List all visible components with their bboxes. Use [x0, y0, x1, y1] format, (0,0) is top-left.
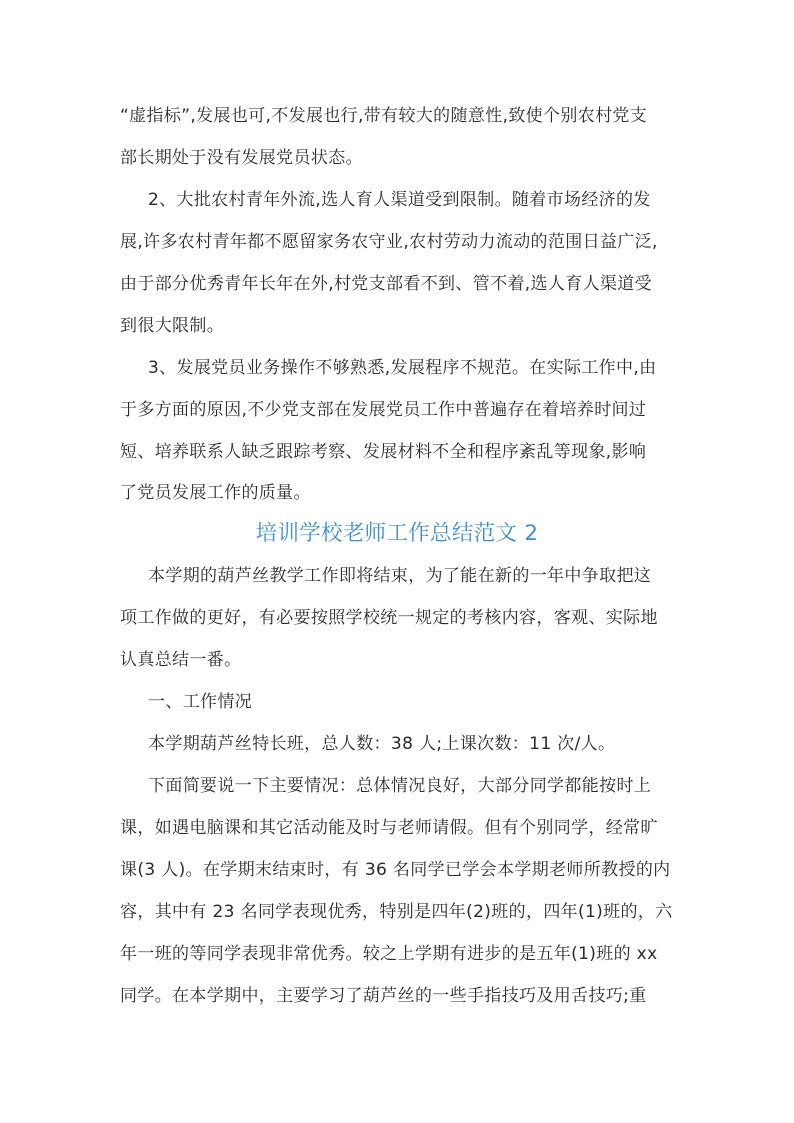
paragraph-line: 同学。在本学期中，主要学习了葫芦丝的一些手指技巧及用舌技巧;重	[120, 986, 647, 1006]
paragraph-line: 本学期葫芦丝特长班，总人数：38 人;上课次数：11 次/人。	[148, 734, 616, 754]
paragraph-line: 短、培养联系人缺乏跟踪考察、发展材料不全和程序紊乱等现象,影响	[120, 442, 647, 462]
paragraph-line: 由于部分优秀青年长年在外,村党支部看不到、管不着,选人育人渠道受	[120, 274, 653, 294]
paragraph-line: 部长期处于没有发展党员状态。	[120, 148, 363, 168]
paragraph-line: 了党员发展工作的质量。	[120, 483, 311, 503]
paragraph-line: 本学期的葫芦丝教学工作即将结束，为了能在新的一年中争取把这	[148, 566, 652, 586]
paragraph-line: 容，其中有 23 名同学表现优秀，特别是四年(2)班的，四年(1)班的，六	[120, 902, 673, 922]
paragraph-line: 项工作做的更好，有必要按照学校统一规定的考核内容，客观、实际地	[120, 608, 658, 628]
paragraph-line: 于多方面的原因,不少党支部在发展党员工作中普遍存在着培养时间过	[120, 400, 647, 420]
paragraph-line: 下面简要说一下主要情况：总体情况良好，大部分同学都能按时上	[148, 776, 652, 796]
paragraph-line: 年一班的等同学表现非常优秀。较之上学期有进步的是五年(1)班的 xx	[120, 944, 658, 964]
paragraph-line: 到很大限制。	[120, 316, 225, 336]
paragraph-line: “虚指标”,发展也可,不发展也行,带有较大的随意性,致使个别农村党支	[120, 106, 648, 126]
section-heading: 培训学校老师工作总结范文 2	[255, 521, 539, 546]
subheading-line: 一、工作情况	[148, 692, 253, 712]
paragraph-line: 展,许多农村青年都不愿留家务农守业,农村劳动力流动的范围日益广泛,	[120, 232, 658, 252]
paragraph-line: 3、发展党员业务操作不够熟悉,发展程序不规范。在实际工作中,由	[148, 358, 657, 378]
paragraph-line: 课，如遇电脑课和其它活动能及时与老师请假。但有个别同学，经常旷	[120, 818, 658, 838]
paragraph-line: 认真总结一番。	[120, 650, 242, 670]
paragraph-line: 课(3 人)。在学期末结束时，有 36 名同学已学会本学期老师所教授的内	[120, 860, 671, 880]
paragraph-line: 2、大批农村青年外流,选人育人渠道受到限制。随着市场经济的发	[148, 190, 651, 210]
